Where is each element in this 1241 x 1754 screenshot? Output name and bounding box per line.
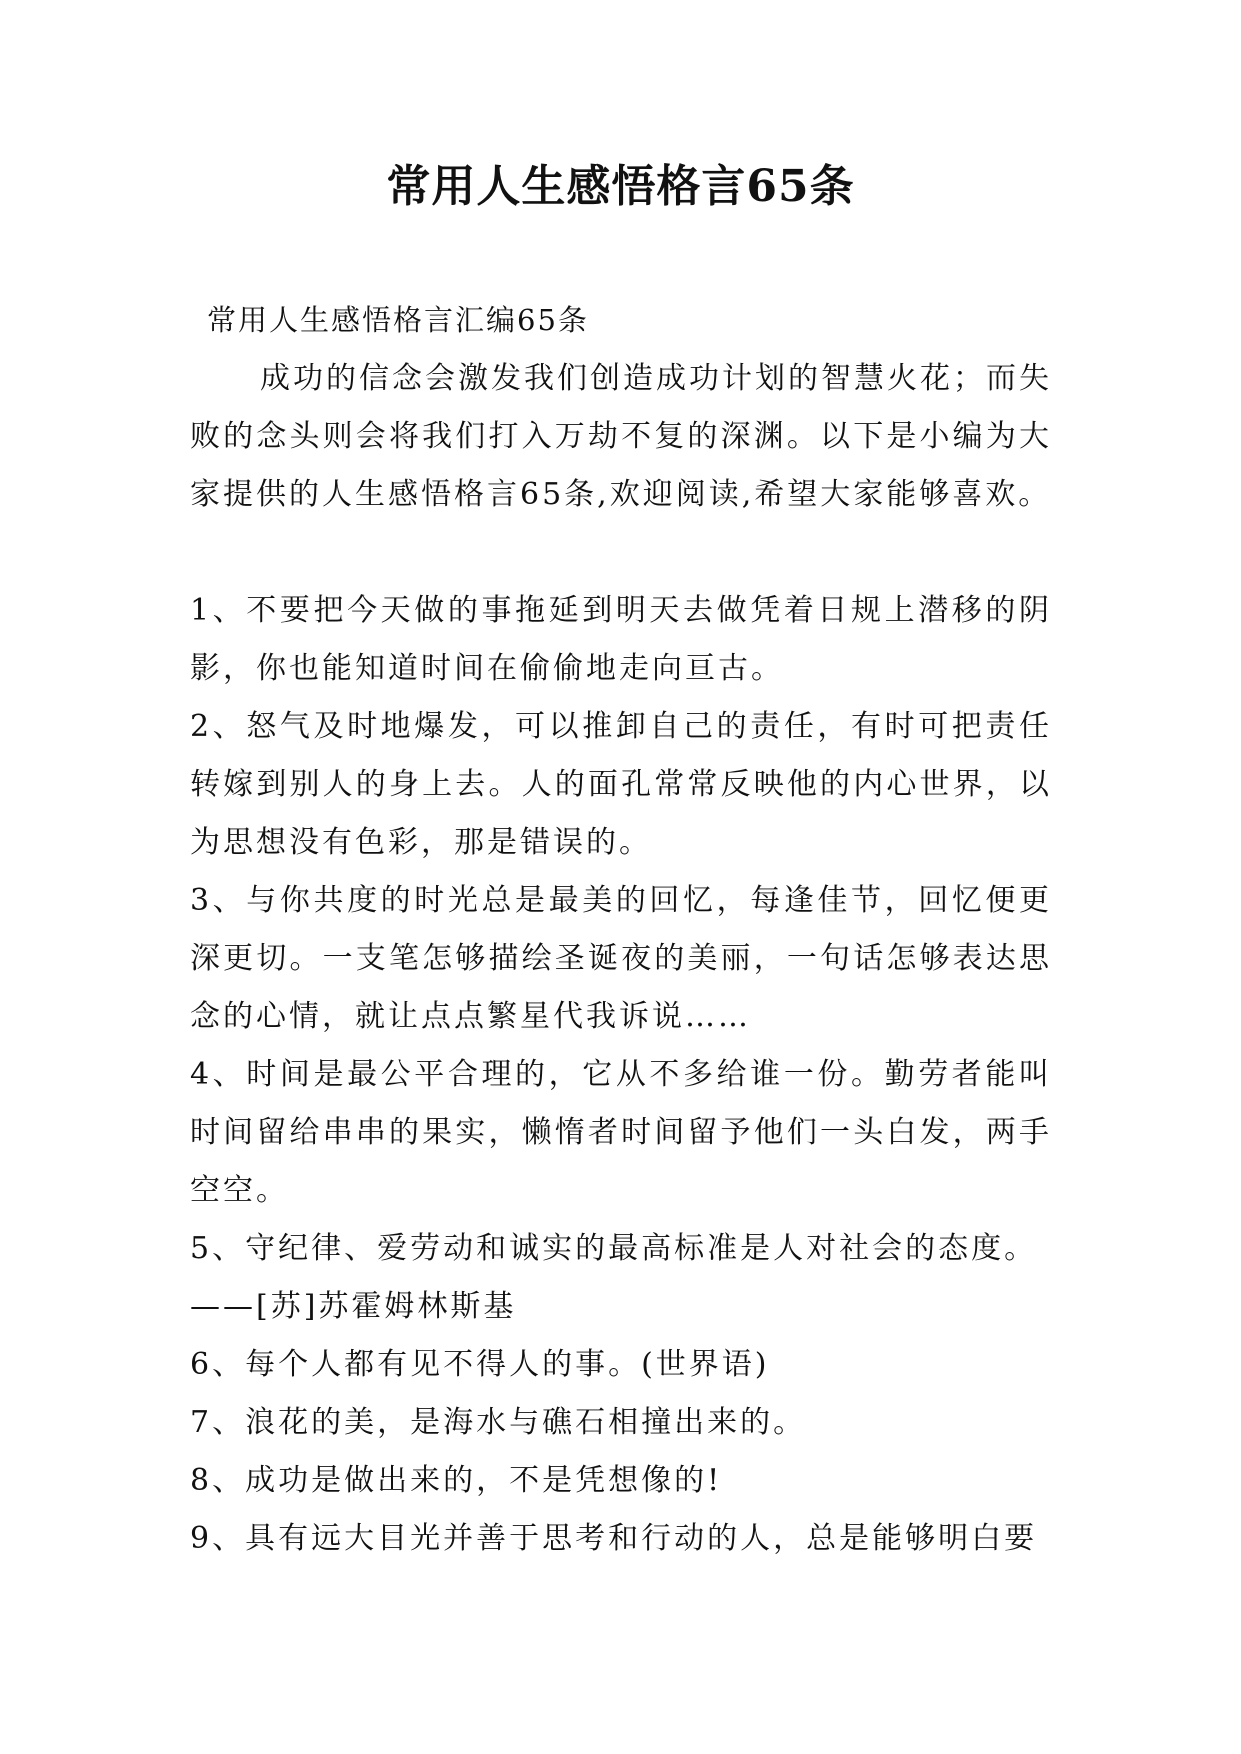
quote-item-2: 2、怒气及时地爆发，可以推卸自己的责任，有时可把责任转嫁到别人的身上去。人的面孔常常反映他的内心世界，以为思想没有色彩，那是错误的。 — [190, 709, 1052, 860]
quote-item-6: 6、每个人都有见不得人的事。(世界语) — [190, 1347, 770, 1382]
document-body — [190, 350, 1052, 1568]
quote-item-9: 9、具有远大目光并善于思考和行动的人，总是能够明白要 — [190, 1521, 1038, 1556]
quote-item-4: 4、时间是最公平合理的，它从不多给谁一份。勤劳者能叫时间留给串串的果实，懒惰者时间留予他们一头白发，两手空空。 — [190, 1057, 1052, 1208]
quote-item-3: 3、与你共度的时光总是最美的回忆，每逢佳节，回忆便更深更切。一支笔怎够描绘圣诞夜的美丽，一句话怎够表达思念的心情，就让点点繁星代我诉说…… — [190, 883, 1052, 1034]
intro-paragraph: 成功的信念会激发我们创造成功计划的智慧火花；而失败的念头则会将我们打入万劫不复的深渊。以下是小编为大家提供的人生感悟格言65条,欢迎阅读,希望大家能够喜欢。 — [190, 361, 1052, 512]
quote-item-1: 1、不要把今天做的事拖延到明天去做凭着日规上潜移的阴影，你也能知道时间在偷偷地走向亘古。 — [190, 593, 1052, 686]
subtitle: 常用人生感悟格言汇编65条 — [207, 303, 589, 337]
quote-item-7: 7、浪花的美，是海水与礁石相撞出来的。 — [190, 1405, 807, 1440]
quote-item-5: 5、守纪律、爱劳动和诚实的最高标准是人对社会的态度。 — [190, 1231, 1038, 1266]
quote-item-8: 8、成功是做出来的，不是凭想像的! — [190, 1463, 723, 1498]
paragraph-spacer — [190, 524, 1052, 582]
quote-attribution-5: ——[苏]苏霍姆林斯基 — [190, 1289, 517, 1324]
page-title: 常用人生感悟格言65条 — [386, 161, 855, 212]
